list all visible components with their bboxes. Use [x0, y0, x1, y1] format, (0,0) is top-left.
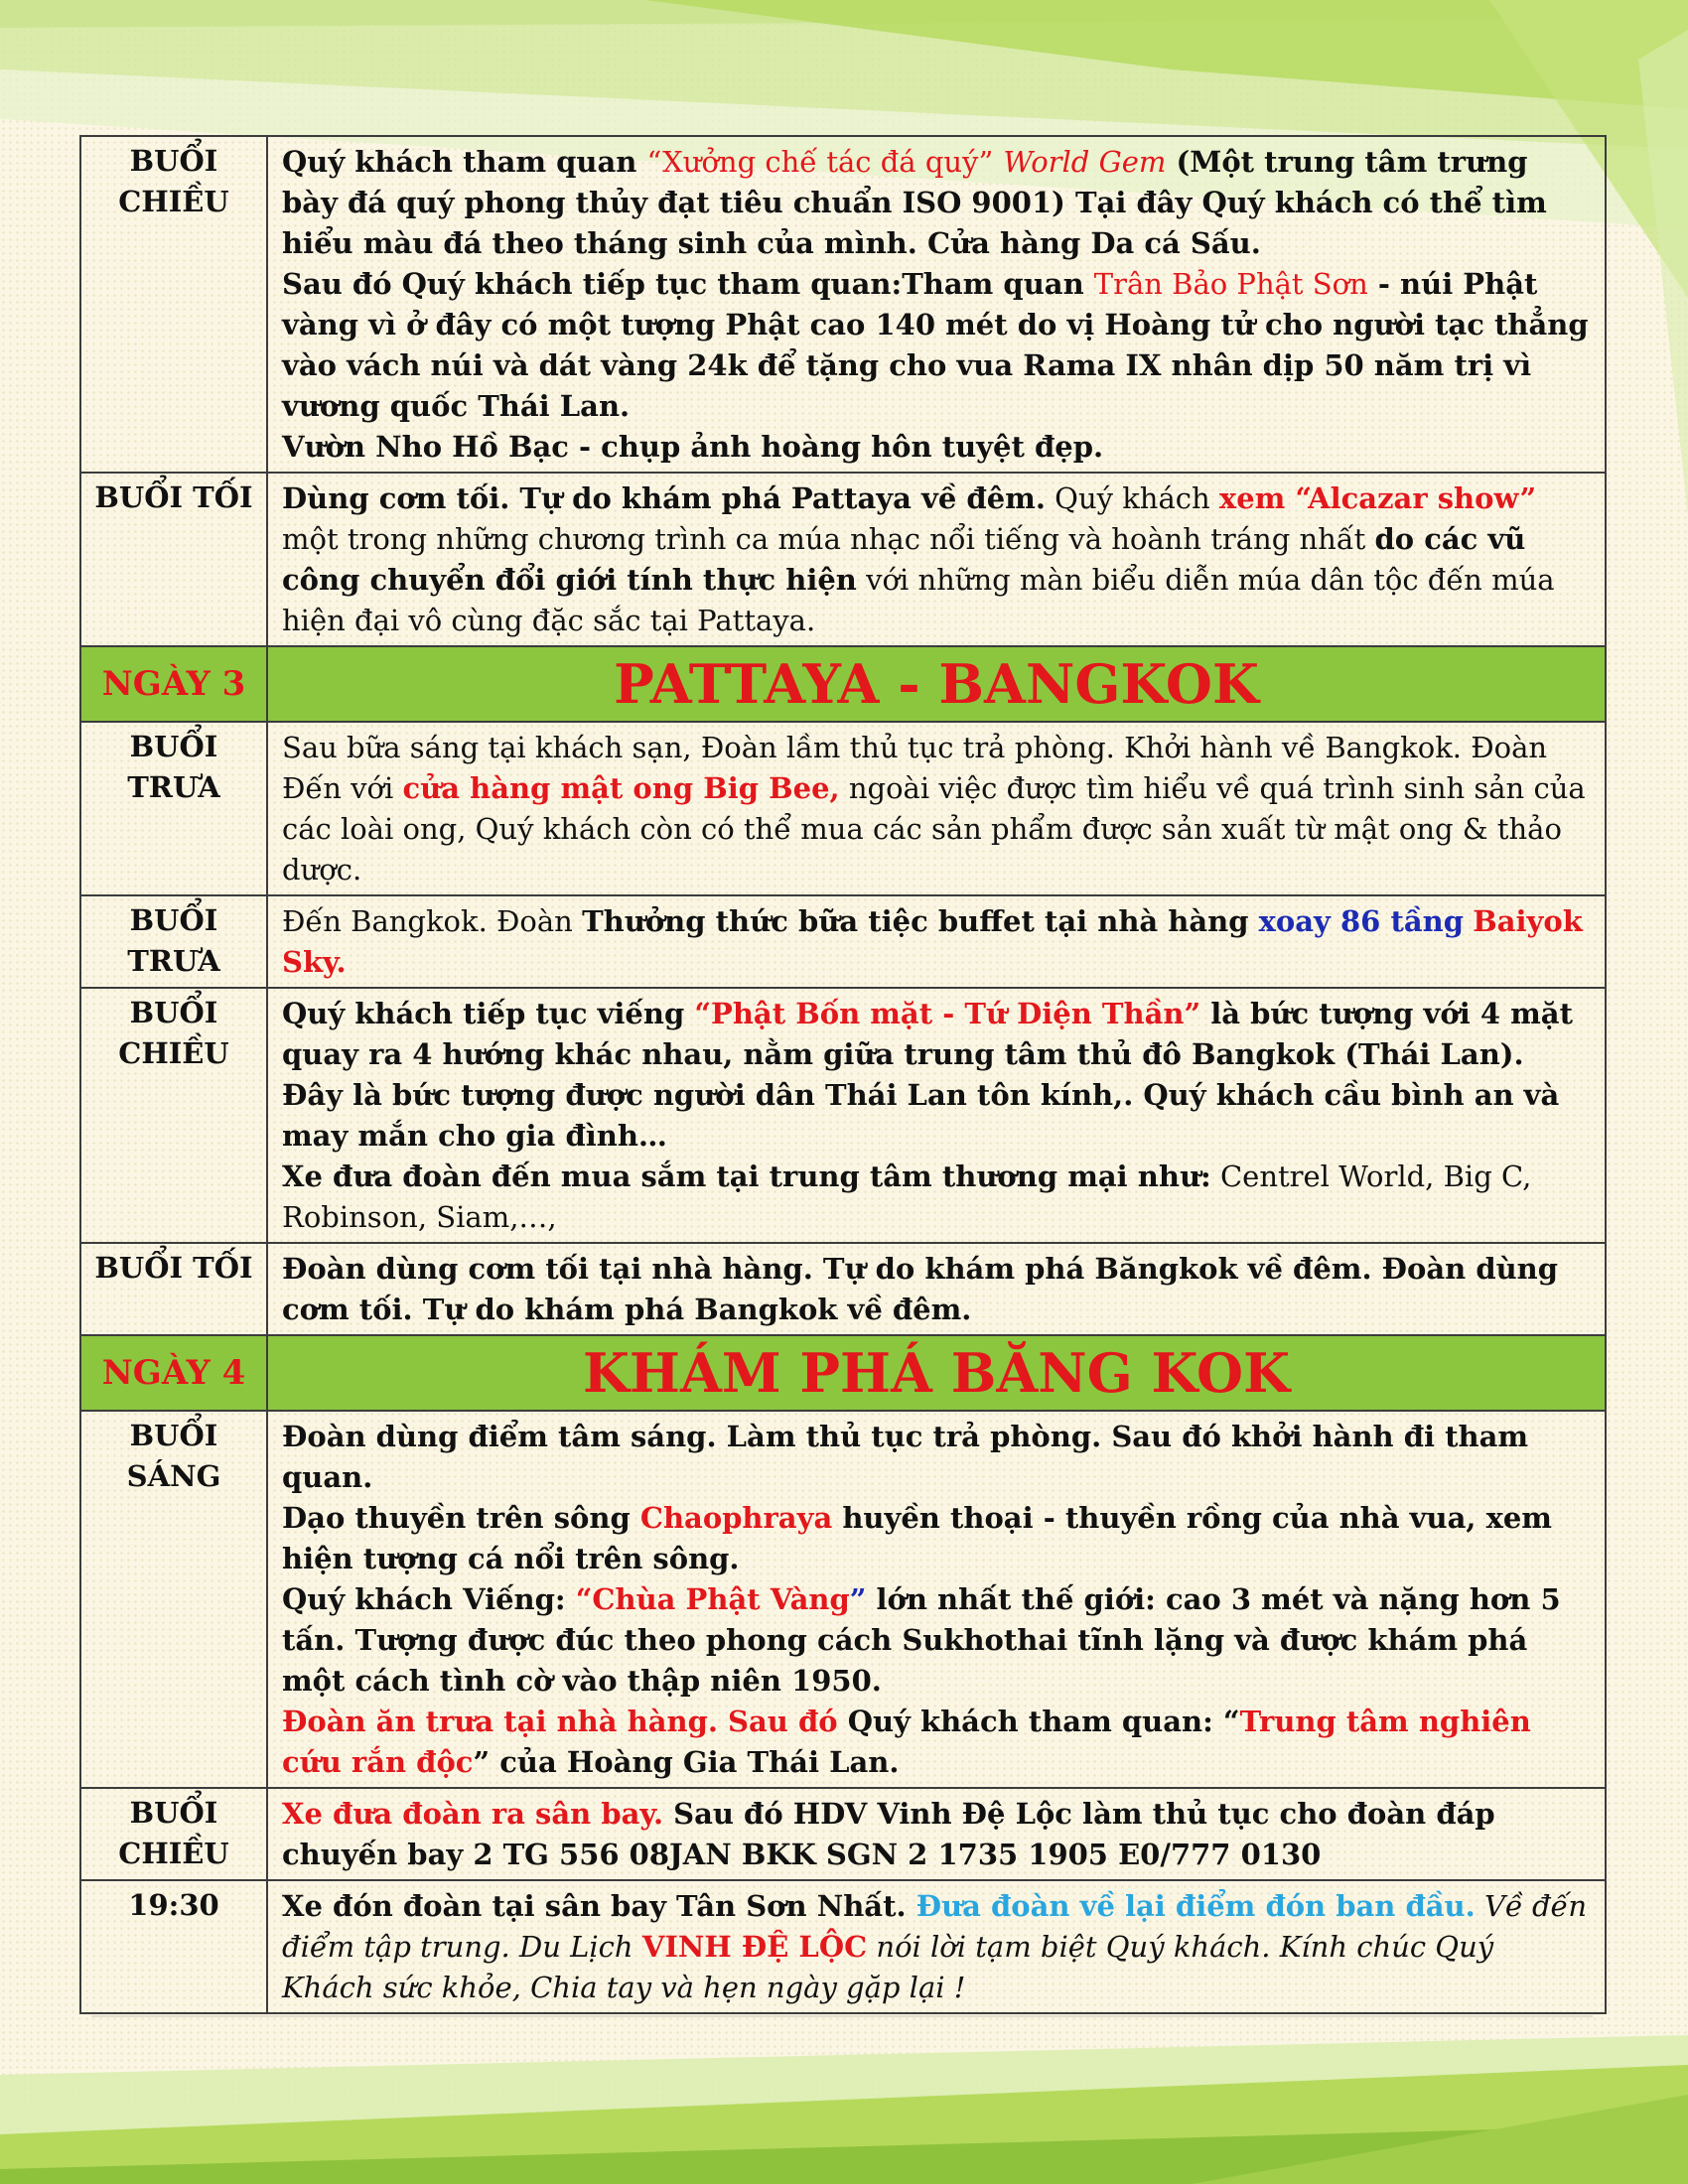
activity-paragraph — [282, 994, 1593, 1157]
text-run: “Chùa Phật Vàng — [575, 1582, 850, 1616]
text-run — [993, 145, 1003, 179]
time-of-day-line: BUỔI TỐI — [94, 1251, 253, 1285]
text-run: do các vũ công chuyển đổi giới tính thực hiện — [282, 522, 1526, 597]
activity-paragraph — [282, 1417, 1593, 1498]
text-run: Đưa đoàn về lại điểm đón ban đầu. — [915, 1889, 1476, 1923]
text-run: Trung tâm nghiên cứu rắn độc — [282, 1705, 1531, 1779]
text-run: một trong những chương trình ca múa nhạc nổi tiếng và hoành tráng nhất — [282, 522, 1375, 556]
activity-paragraph — [282, 901, 1593, 983]
text-run: (Một trung tâm trưng bày đá quý phong thủy đạt tiêu chuẩn ISO 9001) Tại đây Quý khách có thể tìm hiểu màu đá theo tháng sinh của mình. Cửa hàng Da cá Sấu. — [282, 145, 1547, 260]
time-of-day-line: BUỔI — [129, 996, 218, 1029]
activity-paragraph — [282, 1498, 1593, 1579]
text-run: VINH ĐỆ LỘC — [641, 1930, 868, 1964]
time-of-day-line: CHIỀU — [118, 1837, 229, 1870]
activity-description — [267, 1880, 1606, 2013]
text-run: World Gem — [1003, 145, 1167, 179]
text-run — [1464, 904, 1473, 938]
text-run: Quý khách — [1045, 481, 1219, 515]
activity-paragraph — [282, 1886, 1593, 2008]
text-run: ” — [849, 1582, 867, 1616]
activity-description — [267, 988, 1606, 1243]
activity-paragraph — [282, 427, 1593, 468]
day-header-row — [80, 646, 1606, 722]
time-of-day-label — [80, 1788, 267, 1880]
time-of-day-line: 19:30 — [128, 1888, 219, 1922]
schedule-row — [80, 988, 1606, 1243]
time-of-day-line: BUỔI — [129, 1796, 218, 1830]
text-run: nói lời tạm biệt Quý khách. Kính chúc Quý Khách sức khỏe, Chia tay và hẹn ngày gặp lại ! — [282, 1930, 1494, 2004]
time-of-day-line: CHIỀU — [118, 185, 229, 218]
text-run: Về đến điểm tập trung. Du Lịch — [282, 1889, 1588, 1964]
time-of-day-label — [80, 473, 267, 646]
text-run: “Xưởng chế tác đá quý” — [646, 145, 994, 179]
schedule-row — [80, 473, 1606, 646]
time-of-day-line: BUỔI — [129, 903, 218, 937]
text-run: “Phật Bốn mặt - Tứ Diện Thần” — [694, 997, 1201, 1030]
text-run: Quý khách tham quan: “ — [837, 1705, 1240, 1738]
activity-paragraph — [282, 478, 1593, 641]
schedule-row — [80, 1788, 1606, 1880]
text-run: Vườn Nho Hồ Bạc - chụp ảnh hoàng hôn tuyệt đẹp. — [282, 430, 1104, 464]
schedule-row — [80, 895, 1606, 988]
text-run: Quý khách Viếng: — [282, 1582, 576, 1616]
text-run: Sau bữa sáng tại khách sạn, Đoàn lầm thủ tục trả phòng. Khởi hành về Bangkok. Đoàn Đến với — [282, 731, 1548, 805]
text-run: Quý khách tham quan — [282, 145, 647, 179]
activity-paragraph — [282, 1794, 1593, 1875]
time-of-day-label — [80, 1243, 267, 1335]
activity-paragraph — [282, 1702, 1593, 1783]
text-run: Đoàn dùng điểm tâm sáng. Làm thủ tục trả phòng. Sau đó khởi hành đi tham quan. — [282, 1420, 1529, 1494]
time-of-day-line: SÁNG — [126, 1459, 221, 1493]
time-of-day-line: BUỔI TỐI — [94, 480, 253, 514]
time-of-day-label — [80, 1880, 267, 2013]
time-of-day-label — [80, 722, 267, 895]
itinerary-table — [79, 135, 1607, 2014]
text-run: Dạo thuyền trên sông — [282, 1501, 640, 1535]
activity-description — [267, 895, 1606, 988]
activity-paragraph — [282, 264, 1593, 427]
time-of-day-label — [80, 988, 267, 1243]
text-run: Sau đó HDV Vinh Đệ Lộc làm thủ tục cho đoàn đáp chuyến bay 2 TG 556 08JAN BKK SGN 2 1735 1905 E0/777 0130 — [282, 1797, 1495, 1871]
text-run: là bức tượng với 4 mặt quay ra 4 hướng khác nhau, nằm giữa trung tâm thủ đô Bangkok (Thái Lan). Đây là bức tượng được người dân Thái Lan tôn kính,. Quý khách cầu bình an và may mắn cho gia đình… — [282, 997, 1573, 1153]
text-run: Baiyok Sky. — [282, 904, 1583, 979]
schedule-row — [80, 722, 1606, 895]
text-run: huyền thoại - thuyền rồng của nhà vua, xem hiện tượng cá nổi trên sông. — [282, 1501, 1552, 1575]
time-of-day-line: TRƯA — [127, 770, 220, 804]
day-title: PATTAYA - BANGKOK — [267, 646, 1606, 722]
text-run: Quý khách tiếp tục viếng — [282, 997, 695, 1030]
text-run: Chaophraya — [639, 1501, 833, 1535]
footer-divider — [91, 2015, 1593, 2017]
text-run: Xe đưa đoàn đến mua sắm tại trung tâm thương mại như: — [282, 1160, 1211, 1193]
text-run: Xe đón đoàn tại sân bay Tân Sơn Nhất. — [282, 1889, 916, 1923]
text-run: ngoài việc được tìm hiểu về quá trình sinh sản của các loài ong, Quý khách còn có thể mua các sản phẩm được sản xuất từ mật ong & thảo dược. — [282, 771, 1586, 887]
text-run: Trân Bảo Phật Sơn — [1093, 267, 1368, 301]
text-run: xoay 86 tầng — [1258, 904, 1464, 938]
time-of-day-line: BUỔI — [129, 1419, 218, 1452]
schedule-row — [80, 1243, 1606, 1335]
text-run: Dùng cơm tối. Tự do khám phá Pattaya về đêm. — [282, 481, 1046, 515]
activity-paragraph — [282, 728, 1593, 890]
time-of-day-line: BUỔI — [129, 144, 218, 178]
text-run: Centrel World, Big C, Robinson, Siam,…, — [282, 1160, 1532, 1234]
text-run: - núi Phật vàng vì ở đây có một tượng Phật cao 140 mét do vị Hoàng tử cho người tạc thẳng vào vách núi và dát vàng 24k để tặng cho vua Rama IX nhân dịp 50 năm trị vì vương quốc Thái Lan. — [282, 267, 1589, 423]
activity-description — [267, 136, 1606, 473]
activity-paragraph — [282, 1249, 1593, 1330]
schedule-row — [80, 136, 1606, 473]
text-run: Xe đưa đoàn ra sân bay. — [282, 1797, 664, 1831]
day-header-row — [80, 1335, 1606, 1411]
time-of-day-line: CHIỀU — [118, 1036, 229, 1070]
time-of-day-line: BUỔI — [129, 730, 218, 763]
text-run: Đoàn dùng cơm tối tại nhà hàng. Tự do khám phá Băngkok về đêm. Đoàn dùng cơm tối. Tự do khám phá Bangkok về đêm. — [282, 1252, 1559, 1326]
day-label: NGÀY 3 — [80, 646, 267, 722]
text-run: Thưởng thức bữa tiệc buffet tại nhà hàng — [582, 904, 1259, 938]
text-run: Đoàn ăn trưa tại nhà hàng. Sau đó — [282, 1705, 838, 1738]
activity-paragraph — [282, 142, 1593, 264]
activity-description — [267, 722, 1606, 895]
activity-description — [267, 1788, 1606, 1880]
activity-paragraph — [282, 1157, 1593, 1238]
day-label: NGÀY 4 — [80, 1335, 267, 1411]
text-run: ” của Hoàng Gia Thái Lan. — [473, 1745, 900, 1779]
text-run: với những màn biểu diễn múa dân tộc đến múa hiện đại vô cùng đặc sắc tại Pattaya. — [282, 563, 1555, 637]
time-of-day-label — [80, 136, 267, 473]
text-run: cửa hàng mật ong Big Bee, — [402, 771, 840, 805]
text-run: xem “Alcazar show” — [1218, 481, 1537, 515]
activity-description — [267, 473, 1606, 646]
activity-paragraph — [282, 1579, 1593, 1702]
text-run: Sau đó Quý khách tiếp tục tham quan:Tham quan — [282, 267, 1094, 301]
time-of-day-label — [80, 1411, 267, 1788]
text-run: Đến Bangkok. Đoàn — [282, 904, 583, 938]
activity-description — [267, 1243, 1606, 1335]
activity-description — [267, 1411, 1606, 1788]
schedule-row — [80, 1880, 1606, 2013]
day-title: KHÁM PHÁ BĂNG KOK — [267, 1335, 1606, 1411]
time-of-day-label — [80, 895, 267, 988]
text-run: lớn nhất thế giới: cao 3 mét và nặng hơn 5 tấn. Tượng được đúc theo phong cách Sukhothai tĩnh lặng và được khám phá một cách tình cờ vào thập niên 1950. — [282, 1582, 1561, 1698]
schedule-row — [80, 1411, 1606, 1788]
time-of-day-line: TRƯA — [127, 944, 220, 978]
